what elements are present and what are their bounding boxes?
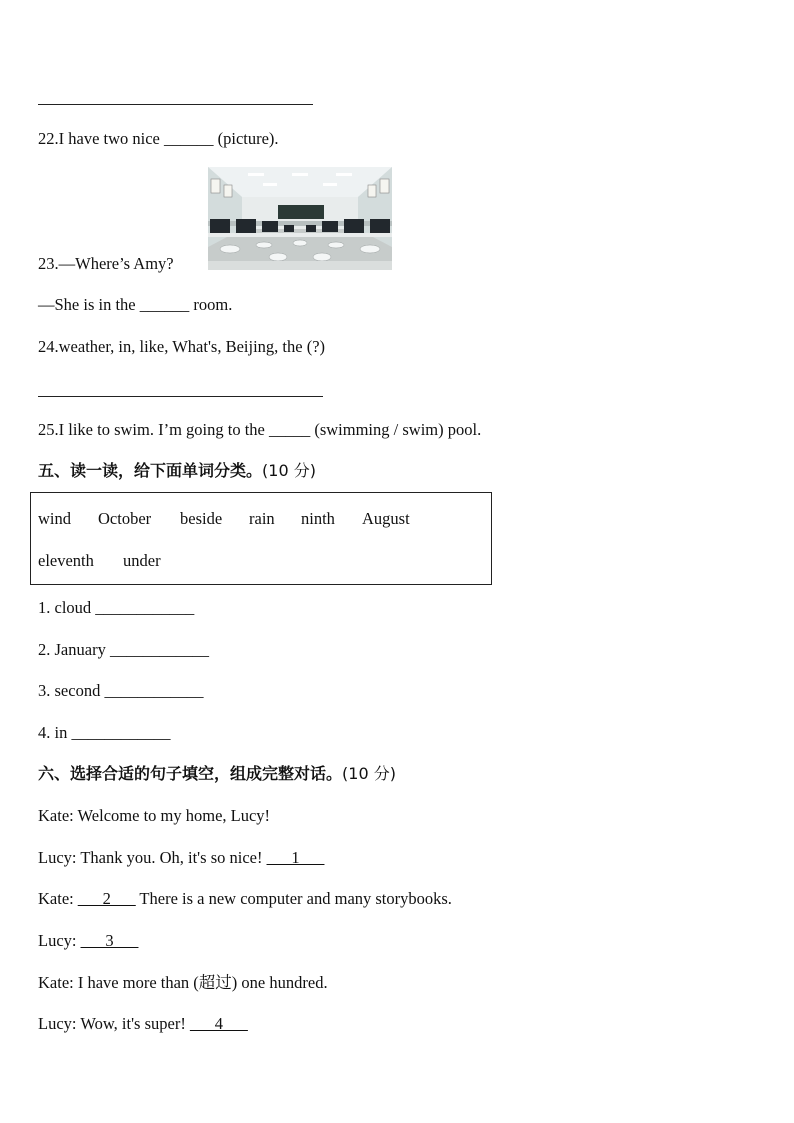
word-bank-item: under: [123, 551, 161, 570]
classify-item-3[interactable]: 3. second ____________: [38, 681, 204, 700]
dialogue-line-1: [38, 805, 270, 827]
question-23-answer: —She is in the ______ room.: [38, 295, 233, 314]
dialogue-text: Kate: Welcome to my home, Lucy!: [38, 806, 271, 825]
question-22: 22.I have two nice ______ (picture).: [38, 129, 279, 148]
word-bank-item: eleventh: [38, 551, 94, 570]
answer-line-24[interactable]: [38, 396, 323, 397]
dialogue-text: Lucy: Thank you. Oh, it's so nice!: [38, 848, 267, 867]
word-bank-item: beside: [180, 509, 223, 528]
dialogue-blank-1[interactable]: ___1___: [266, 848, 325, 867]
dialogue-text: Kate:: [38, 889, 78, 908]
question-25: 25.I like to swim. I’m going to the _____ (swimming / swim) pool.: [38, 420, 482, 439]
section-5-heading: [38, 460, 316, 482]
dialogue-blank-4[interactable]: ___4___: [189, 1014, 248, 1033]
dialogue-text-after: There is a new computer and many storybooks.: [135, 889, 452, 908]
dialogue-line-6: [38, 1013, 248, 1035]
classify-item-1[interactable]: 1. cloud ____________: [38, 598, 195, 617]
dialogue-text: Lucy: Wow, it's super!: [38, 1014, 190, 1033]
section-5-title: 五、读一读，给下面单词分类。: [38, 461, 263, 480]
dialogue-line-5: [38, 972, 328, 994]
section-5-score: (10 分): [262, 461, 316, 480]
classify-item-2[interactable]: 2. January ____________: [38, 640, 209, 659]
dialogue-line-3: [38, 888, 452, 910]
dialogue-blank-3[interactable]: ___3___: [80, 931, 139, 950]
classify-item-4[interactable]: 4. in ____________: [38, 723, 171, 742]
section-6-heading: [38, 763, 396, 785]
dialogue-text: Kate: I have more than (超过) one hundred.: [38, 973, 328, 992]
question-24: 24.weather, in, like, What's, Beijing, the (?): [38, 337, 326, 356]
word-bank-item: wind: [38, 509, 71, 528]
word-bank-item: October: [98, 509, 152, 528]
section-6-title: 六、选择合适的句子填空，组成完整对话。: [38, 764, 343, 783]
word-bank-item: rain: [249, 509, 275, 528]
dialogue-text: Lucy:: [38, 931, 81, 950]
dialogue-line-2: [38, 847, 324, 869]
word-bank-item: August: [362, 509, 410, 528]
word-bank-box: [30, 492, 492, 585]
dialogue-line-4: [38, 930, 138, 952]
answer-line-21[interactable]: [38, 104, 313, 105]
computer-room-image: [208, 167, 392, 270]
dialogue-blank-2[interactable]: ___2___: [77, 889, 136, 908]
question-23-prompt: 23.—Where’s Amy?: [38, 254, 174, 273]
word-bank-item: ninth: [301, 509, 335, 528]
section-6-score: (10 分): [342, 764, 396, 783]
